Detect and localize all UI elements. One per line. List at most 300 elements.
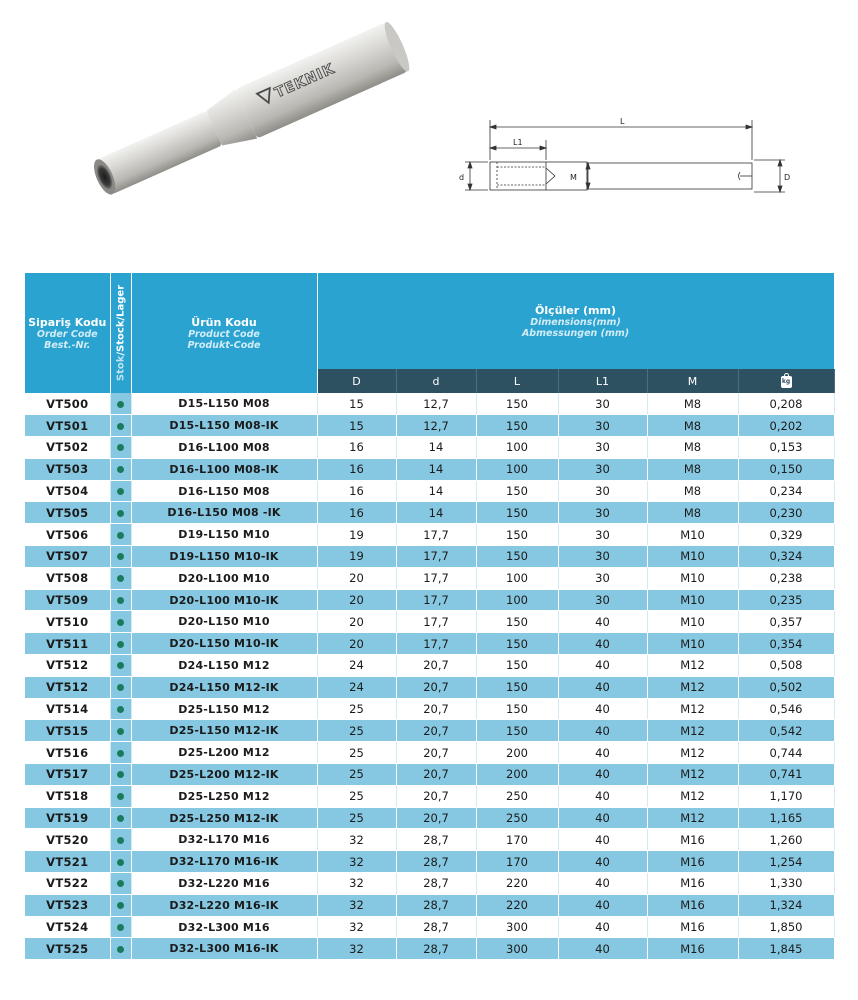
dim-M: M16: [647, 916, 738, 938]
dim-L: 150: [476, 720, 558, 742]
dim-L: 150: [476, 676, 558, 698]
dim-L: 150: [476, 524, 558, 546]
stock-indicator: [110, 785, 131, 807]
dim-L: 150: [476, 633, 558, 655]
dim-D: 25: [317, 764, 396, 786]
dim-L1: 30: [558, 437, 647, 459]
table-row: [25, 480, 834, 502]
dim-L1: 40: [558, 785, 647, 807]
weight: 0,542: [738, 720, 834, 742]
dim-D: 32: [317, 894, 396, 916]
dim-D: 32: [317, 916, 396, 938]
dim-L: 300: [476, 916, 558, 938]
product-code: D16-L100 M08-IK: [131, 458, 317, 480]
dim-L: 200: [476, 764, 558, 786]
weight: 0,238: [738, 567, 834, 589]
table-row: [25, 393, 834, 415]
product-code: D15-L150 M08: [131, 393, 317, 415]
order-code: VT516: [25, 742, 110, 764]
dim-L: 250: [476, 807, 558, 829]
product-code: D16-L100 M08: [131, 437, 317, 459]
in-stock-dot-icon: [117, 510, 124, 517]
dim-d: 14: [396, 502, 476, 524]
header-dimensions: Ölçüler (mm) Dimensions(mm) Abmessungen (mm): [317, 273, 834, 369]
in-stock-dot-icon: [117, 466, 124, 473]
weight: 0,324: [738, 546, 834, 568]
dim-L1: 40: [558, 698, 647, 720]
dim-L1: 40: [558, 829, 647, 851]
dim-d: 28,7: [396, 873, 476, 895]
dim-d: 17,7: [396, 633, 476, 655]
dim-D: 16: [317, 437, 396, 459]
in-stock-dot-icon: [117, 728, 124, 735]
stock-indicator: [110, 611, 131, 633]
order-code: VT504: [25, 480, 110, 502]
dim-D: 20: [317, 633, 396, 655]
weight: 0,230: [738, 502, 834, 524]
order-code: VT512: [25, 676, 110, 698]
dim-L: 200: [476, 742, 558, 764]
dim-M: M12: [647, 655, 738, 677]
order-code: VT508: [25, 567, 110, 589]
order-code: VT525: [25, 938, 110, 960]
dim-L: 150: [476, 415, 558, 437]
in-stock-dot-icon: [117, 553, 124, 560]
weight: 0,744: [738, 742, 834, 764]
product-code: D32-L170 M16: [131, 829, 317, 851]
table-row: [25, 829, 834, 851]
dim-L1: 40: [558, 611, 647, 633]
dim-L1: 30: [558, 458, 647, 480]
dim-D: 15: [317, 415, 396, 437]
dim-label-M: M: [570, 173, 577, 182]
dim-L1: 40: [558, 676, 647, 698]
stock-indicator: [110, 633, 131, 655]
table-row: [25, 458, 834, 480]
table-row: [25, 698, 834, 720]
dim-L: 150: [476, 546, 558, 568]
dim-L1: 40: [558, 916, 647, 938]
order-code: VT522: [25, 873, 110, 895]
product-photo: [70, 15, 430, 205]
product-code: D24-L150 M12-IK: [131, 676, 317, 698]
stock-indicator: [110, 916, 131, 938]
dim-d: 28,7: [396, 851, 476, 873]
dim-M: M16: [647, 829, 738, 851]
order-code: VT509: [25, 589, 110, 611]
table-row: [25, 916, 834, 938]
dim-D: 24: [317, 676, 396, 698]
dim-D: 24: [317, 655, 396, 677]
dim-d: 20,7: [396, 785, 476, 807]
in-stock-dot-icon: [117, 401, 124, 408]
dim-L: 100: [476, 567, 558, 589]
dim-L1: 30: [558, 415, 647, 437]
in-stock-dot-icon: [117, 902, 124, 909]
table-row: [25, 567, 834, 589]
dim-M: M8: [647, 502, 738, 524]
dim-M: M16: [647, 938, 738, 960]
table-row: [25, 720, 834, 742]
product-code: D24-L150 M12: [131, 655, 317, 677]
weight: 1,170: [738, 785, 834, 807]
dim-L: 250: [476, 785, 558, 807]
dim-L: 150: [476, 611, 558, 633]
table-row: [25, 611, 834, 633]
dim-M: M12: [647, 764, 738, 786]
order-code: VT512: [25, 655, 110, 677]
in-stock-dot-icon: [117, 837, 124, 844]
table-row: [25, 873, 834, 895]
column-D: D: [317, 369, 396, 393]
in-stock-dot-icon: [117, 793, 124, 800]
weight: 1,324: [738, 894, 834, 916]
in-stock-dot-icon: [117, 771, 124, 778]
dim-d: 14: [396, 458, 476, 480]
dim-d: 20,7: [396, 655, 476, 677]
dim-D: 25: [317, 720, 396, 742]
dim-D: 16: [317, 502, 396, 524]
dim-D: 32: [317, 851, 396, 873]
stock-indicator: [110, 546, 131, 568]
product-code: D25-L200 M12: [131, 742, 317, 764]
weight: 0,357: [738, 611, 834, 633]
dim-D: 25: [317, 807, 396, 829]
dim-D: 32: [317, 873, 396, 895]
product-code: D32-L170 M16-IK: [131, 851, 317, 873]
dim-L: 220: [476, 873, 558, 895]
product-code: D15-L150 M08-IK: [131, 415, 317, 437]
dim-L: 100: [476, 437, 558, 459]
stock-indicator: [110, 851, 131, 873]
dim-M: M10: [647, 611, 738, 633]
dim-L1: 40: [558, 851, 647, 873]
table-row: [25, 785, 834, 807]
product-code: D25-L250 M12: [131, 785, 317, 807]
stock-indicator: [110, 480, 131, 502]
product-code: D16-L150 M08: [131, 480, 317, 502]
dim-L1: 40: [558, 655, 647, 677]
dim-D: 20: [317, 567, 396, 589]
dim-M: M16: [647, 873, 738, 895]
dim-M: M10: [647, 546, 738, 568]
weight: 1,165: [738, 807, 834, 829]
dim-label-d: d: [459, 173, 465, 182]
product-code: D19-L150 M10: [131, 524, 317, 546]
weight: 0,208: [738, 393, 834, 415]
dim-D: 20: [317, 589, 396, 611]
weight-kg-icon: kg: [781, 376, 792, 388]
dim-d: 17,7: [396, 589, 476, 611]
dim-d: 17,7: [396, 524, 476, 546]
dim-L1: 40: [558, 894, 647, 916]
dim-d: 17,7: [396, 546, 476, 568]
in-stock-dot-icon: [117, 750, 124, 757]
dim-L1: 40: [558, 873, 647, 895]
dim-L: 100: [476, 589, 558, 611]
dim-D: 15: [317, 393, 396, 415]
dim-M: M8: [647, 458, 738, 480]
dim-d: 20,7: [396, 807, 476, 829]
product-code: D32-L300 M16-IK: [131, 938, 317, 960]
dim-D: 19: [317, 524, 396, 546]
table-row: [25, 764, 834, 786]
dim-L: 300: [476, 938, 558, 960]
product-code: D32-L300 M16: [131, 916, 317, 938]
column-L: L: [476, 369, 558, 393]
order-code: VT514: [25, 698, 110, 720]
dim-d: 17,7: [396, 611, 476, 633]
order-code: VT500: [25, 393, 110, 415]
column-d: d: [396, 369, 476, 393]
dim-label-L: L: [620, 117, 625, 126]
dim-L1: 30: [558, 524, 647, 546]
dim-d: 12,7: [396, 415, 476, 437]
table-row: [25, 655, 834, 677]
in-stock-dot-icon: [117, 488, 124, 495]
svg-text:TEKNIK: TEKNIK: [272, 60, 338, 102]
stock-indicator: [110, 742, 131, 764]
in-stock-dot-icon: [117, 444, 124, 451]
column-weight: [738, 369, 834, 393]
dim-M: M16: [647, 851, 738, 873]
stock-indicator: [110, 458, 131, 480]
in-stock-dot-icon: [117, 423, 124, 430]
stock-indicator: [110, 764, 131, 786]
dim-M: M16: [647, 894, 738, 916]
order-code: VT515: [25, 720, 110, 742]
order-code: VT518: [25, 785, 110, 807]
dim-L: 170: [476, 851, 558, 873]
stock-indicator: [110, 524, 131, 546]
stock-indicator: [110, 567, 131, 589]
weight: 1,850: [738, 916, 834, 938]
dim-label-L1: L1: [513, 138, 523, 147]
dim-d: 28,7: [396, 938, 476, 960]
column-L1: L1: [558, 369, 647, 393]
weight: 0,235: [738, 589, 834, 611]
dim-L1: 30: [558, 546, 647, 568]
weight: 0,546: [738, 698, 834, 720]
dim-L1: 40: [558, 807, 647, 829]
stock-indicator: [110, 437, 131, 459]
dim-D: 32: [317, 938, 396, 960]
in-stock-dot-icon: [117, 880, 124, 887]
dim-L: 150: [476, 698, 558, 720]
weight: 1,254: [738, 851, 834, 873]
stock-indicator: [110, 720, 131, 742]
table-row: [25, 633, 834, 655]
dim-d: 20,7: [396, 742, 476, 764]
dim-d: 14: [396, 437, 476, 459]
table-row: [25, 415, 834, 437]
dim-d: 20,7: [396, 720, 476, 742]
dim-L1: 30: [558, 393, 647, 415]
dim-d: 20,7: [396, 764, 476, 786]
dim-D: 25: [317, 785, 396, 807]
weight: 0,329: [738, 524, 834, 546]
in-stock-dot-icon: [117, 946, 124, 953]
weight: 0,202: [738, 415, 834, 437]
technical-drawing: [455, 110, 805, 215]
dim-L1: 30: [558, 567, 647, 589]
product-code: D25-L200 M12-IK: [131, 764, 317, 786]
dim-L: 220: [476, 894, 558, 916]
in-stock-dot-icon: [117, 532, 124, 539]
dim-d: 14: [396, 480, 476, 502]
table-row: [25, 546, 834, 568]
order-code: VT505: [25, 502, 110, 524]
in-stock-dot-icon: [117, 641, 124, 648]
order-code: VT519: [25, 807, 110, 829]
dim-L: 150: [476, 480, 558, 502]
stock-indicator: [110, 589, 131, 611]
product-code: D20-L100 M10: [131, 567, 317, 589]
dim-L: 150: [476, 655, 558, 677]
dim-M: M12: [647, 807, 738, 829]
dim-d: 28,7: [396, 894, 476, 916]
weight: 0,234: [738, 480, 834, 502]
dim-d: 12,7: [396, 393, 476, 415]
dim-L: 100: [476, 458, 558, 480]
table-row: [25, 437, 834, 459]
product-code: D20-L150 M10-IK: [131, 633, 317, 655]
product-code: D32-L220 M16: [131, 873, 317, 895]
in-stock-dot-icon: [117, 662, 124, 669]
product-code: D16-L150 M08 -IK: [131, 502, 317, 524]
dim-D: 20: [317, 611, 396, 633]
dim-L1: 40: [558, 720, 647, 742]
dim-M: M10: [647, 633, 738, 655]
dim-L: 150: [476, 502, 558, 524]
table-row: [25, 524, 834, 546]
table-row: [25, 589, 834, 611]
dim-D: 16: [317, 458, 396, 480]
dim-D: 25: [317, 742, 396, 764]
dim-L1: 30: [558, 502, 647, 524]
order-code: VT521: [25, 851, 110, 873]
product-code: D25-L150 M12: [131, 698, 317, 720]
dim-d: 17,7: [396, 567, 476, 589]
dim-d: 20,7: [396, 698, 476, 720]
stock-indicator: [110, 655, 131, 677]
dim-M: M12: [647, 742, 738, 764]
dim-L: 150: [476, 393, 558, 415]
order-code: VT506: [25, 524, 110, 546]
dim-d: 28,7: [396, 829, 476, 851]
in-stock-dot-icon: [117, 706, 124, 713]
dim-M: M12: [647, 698, 738, 720]
header-product-code: Ürün Kodu Product Code Produkt-Code: [131, 273, 317, 393]
order-code: VT502: [25, 437, 110, 459]
table-row: [25, 742, 834, 764]
stock-indicator: [110, 698, 131, 720]
stock-indicator: [110, 415, 131, 437]
order-code: VT520: [25, 829, 110, 851]
table-row: [25, 807, 834, 829]
dim-L1: 30: [558, 480, 647, 502]
in-stock-dot-icon: [117, 815, 124, 822]
dim-L1: 40: [558, 764, 647, 786]
spec-table: [25, 273, 835, 960]
order-code: VT510: [25, 611, 110, 633]
dim-L1: 30: [558, 589, 647, 611]
weight: 0,150: [738, 458, 834, 480]
stock-indicator: [110, 676, 131, 698]
product-code: D25-L250 M12-IK: [131, 807, 317, 829]
order-code: VT524: [25, 916, 110, 938]
stock-indicator: [110, 873, 131, 895]
dim-M: M12: [647, 676, 738, 698]
order-code: VT511: [25, 633, 110, 655]
product-code: D32-L220 M16-IK: [131, 894, 317, 916]
stock-indicator: [110, 829, 131, 851]
dim-d: 20,7: [396, 676, 476, 698]
order-code: VT523: [25, 894, 110, 916]
header-stock: Stok/Stock/Lager: [110, 273, 131, 393]
product-code: D20-L100 M10-IK: [131, 589, 317, 611]
header-order-code: Sipariş Kodu Order Code Best.-Nr.: [25, 273, 110, 393]
weight: 0,502: [738, 676, 834, 698]
dim-M: M10: [647, 567, 738, 589]
weight: 1,845: [738, 938, 834, 960]
in-stock-dot-icon: [117, 619, 124, 626]
dim-L1: 40: [558, 633, 647, 655]
dim-M: M8: [647, 437, 738, 459]
order-code: VT503: [25, 458, 110, 480]
dim-D: 25: [317, 698, 396, 720]
dim-d: 28,7: [396, 916, 476, 938]
order-code: VT507: [25, 546, 110, 568]
in-stock-dot-icon: [117, 597, 124, 604]
stock-indicator: [110, 393, 131, 415]
dim-M: M10: [647, 524, 738, 546]
weight: 0,354: [738, 633, 834, 655]
dim-M: M8: [647, 415, 738, 437]
dim-D: 19: [317, 546, 396, 568]
table-row: [25, 938, 834, 960]
stock-indicator: [110, 894, 131, 916]
in-stock-dot-icon: [117, 924, 124, 931]
dim-M: M12: [647, 720, 738, 742]
product-code: D19-L150 M10-IK: [131, 546, 317, 568]
dim-L1: 40: [558, 742, 647, 764]
in-stock-dot-icon: [117, 859, 124, 866]
table-row: [25, 676, 834, 698]
dim-L: 170: [476, 829, 558, 851]
order-code: VT501: [25, 415, 110, 437]
order-code: VT517: [25, 764, 110, 786]
dim-M: M8: [647, 393, 738, 415]
dim-L1: 40: [558, 938, 647, 960]
in-stock-dot-icon: [117, 575, 124, 582]
dim-M: M12: [647, 785, 738, 807]
weight: 0,153: [738, 437, 834, 459]
table-row: [25, 851, 834, 873]
product-code: D25-L150 M12-IK: [131, 720, 317, 742]
column-M: M: [647, 369, 738, 393]
dim-D: 32: [317, 829, 396, 851]
stock-indicator: [110, 938, 131, 960]
weight: 0,741: [738, 764, 834, 786]
dim-D: 16: [317, 480, 396, 502]
dim-M: M10: [647, 589, 738, 611]
dim-M: M8: [647, 480, 738, 502]
table-row: [25, 894, 834, 916]
stock-indicator: [110, 502, 131, 524]
stock-indicator: [110, 807, 131, 829]
weight: 1,260: [738, 829, 834, 851]
